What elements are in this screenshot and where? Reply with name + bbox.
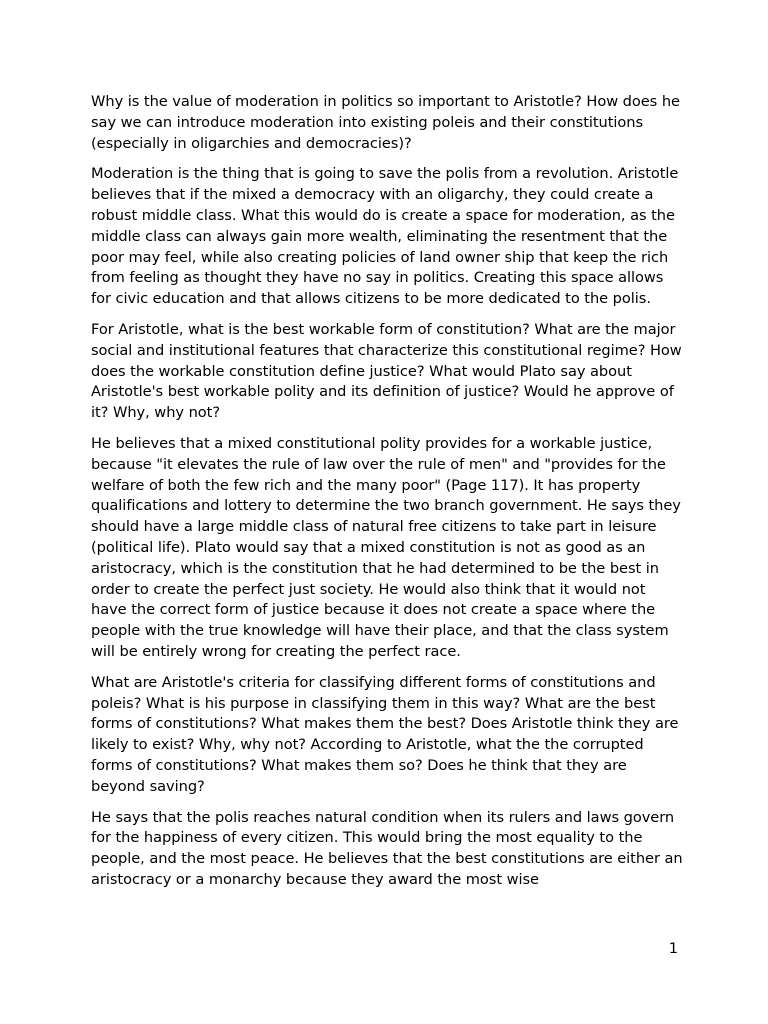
- document-body: [91, 92, 683, 901]
- page-number: 1: [668, 940, 678, 957]
- question-paragraph-3: What are Aristotle's criteria for classifying different forms of constitutions and poleis? What is his purpose in classifying them in this way? What are the best forms of constitutions? What makes them the best? Does Aristotle think they are likely to exist? Why, why not? According to Aristotle, what the the corrupted forms of constitutions? What makes them so? Does he think that they are beyond saving?: [91, 673, 679, 795]
- answer-paragraph-1: Moderation is the thing that is going to save the polis from a revolution. Aristotle believes that if the mixed a democracy with an oligarchy, they could create a robust middle class. What this would do is create a space for moderation, as the middle class can always gain more wealth, eliminating the resentment that the poor may feel, while also creating policies of land owner ship that keep the rich from feeling as thought they have no say in politics. Creating this space allows for civic education and that allows citizens to be more dedicated to the polis.: [91, 165, 679, 308]
- answer-paragraph-2: He believes that a mixed constitutional polity provides for a workable justice, because "it elevates the rule of law over the rule of men" and "provides for the welfare of both the few rich and the many poor" (Page 117). It has property qualifications and lottery to determine the two branch government. He says they should have a large middle class of natural free citizens to take part in leisure (political life). Plato would say that a mixed constitution is not as good as an aristocracy, which is the constitution that he had determined to be the best in order to create the perfect just society. He would also think that it would not have the correct form of justice because it does not create a space where the people with the true knowledge will have their place, and that the class system will be entirely wrong for creating the perfect race.: [91, 434, 681, 660]
- question-paragraph-1: Why is the value of moderation in politics so important to Aristotle? How does he say we can introduce moderation into existing poleis and their constitutions (especially in oligarchies and democracies)?: [91, 93, 680, 152]
- question-paragraph-2: For Aristotle, what is the best workable form of constitution? What are the major social and institutional features that characterize this constitutional regime? How does the workable constitution define justice? What would Plato say about Aristotle's best workable polity and its definition of justice? Would he approve of it? Why, why not?: [91, 320, 682, 422]
- answer-paragraph-3: He says that the polis reaches natural condition when its rulers and laws govern for the happiness of every citizen. This would bring the most equality to the people, and the most peace. He believes that the best constitutions are either an aristocracy or a monarchy because they award the most wise: [91, 808, 683, 888]
